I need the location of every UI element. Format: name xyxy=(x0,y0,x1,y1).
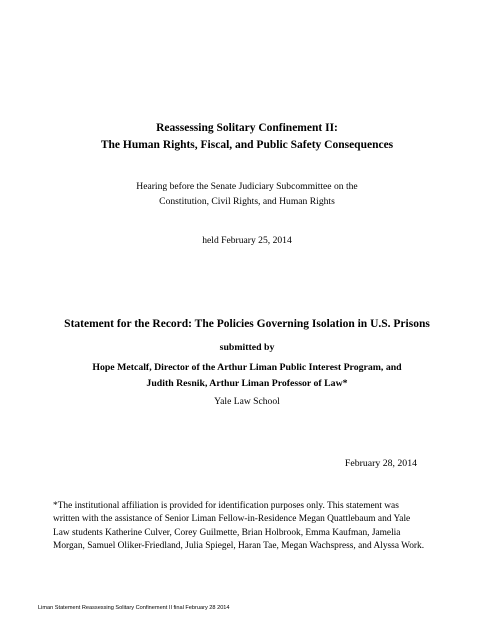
hearing-held-date: held February 25, 2014 xyxy=(202,235,292,246)
footnote-line-3: Law students Katherine Culver, Corey Guilmette, Brian Holbrook, Emma Kaufman, Jamelia xyxy=(53,527,401,538)
authors xyxy=(0,360,494,392)
hearing-title-line-1: Reassessing Solitary Confinement II: xyxy=(156,122,338,134)
footnote xyxy=(53,500,463,554)
statement-date: February 28, 2014 xyxy=(344,458,417,469)
page-footer: Liman Statement Reassessing Solitary Confinement II final February 28 2014 xyxy=(38,605,230,611)
submitted-by: submitted by xyxy=(219,342,275,353)
hearing-subtitle-line-2: Constitution, Civil Rights, and Human Rights xyxy=(159,196,335,207)
hearing-subtitle xyxy=(0,179,494,209)
author-line-2: Judith Resnik, Arthur Liman Professor of Law* xyxy=(146,378,348,389)
footnote-line-4: Morgan, Samuel Oliker-Friedland, Julia Spiegel, Haran Tae, Megan Wachspress, and Alyssa Work. xyxy=(53,541,425,552)
statement-title: Statement for the Record: The Policies Governing Isolation in U.S. Prisons xyxy=(64,318,430,330)
hearing-title xyxy=(0,120,494,154)
hearing-subtitle-line-1: Hearing before the Senate Judiciary Subcommittee on the xyxy=(136,181,358,192)
author-line-1: Hope Metcalf, Director of the Arthur Liman Public Interest Program, and xyxy=(92,362,402,373)
footnote-line-1: *The institutional affiliation is provided for identification purposes only. This statement was xyxy=(53,501,399,511)
footnote-line-2: written with the assistance of Senior Liman Fellow-in-Residence Megan Quattlebaum and Yale xyxy=(53,514,411,525)
institution: Yale Law School xyxy=(214,396,280,407)
hearing-title-line-2: The Human Rights, Fiscal, and Public Safety Consequences xyxy=(100,139,394,151)
